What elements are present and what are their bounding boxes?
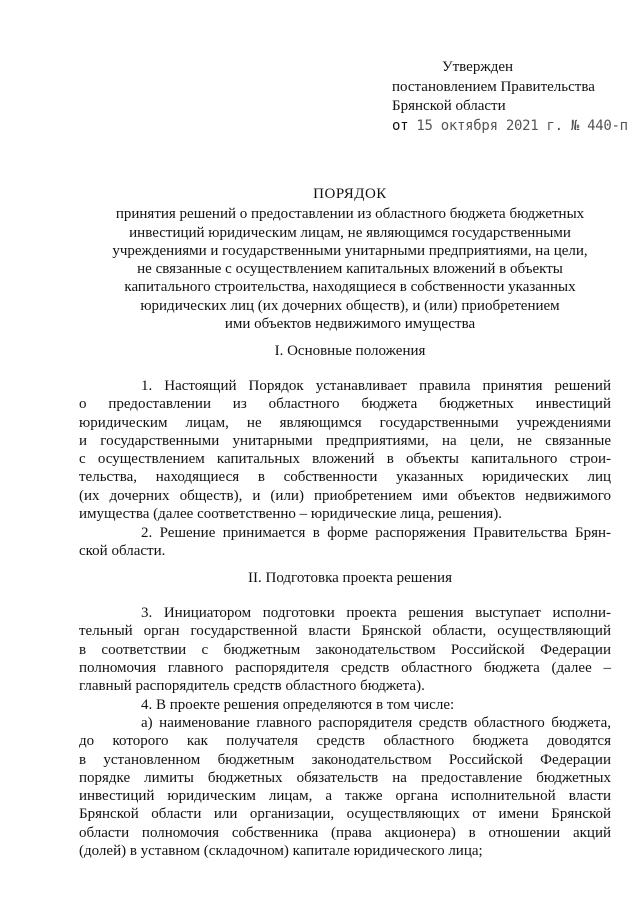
text-line: тельный орган государственной власти Брянской области, осуществляющий — [79, 623, 611, 640]
text-line: а) наименование главного распорядителя средств областного бюджета, — [141, 715, 611, 731]
title-line: юридических лиц (их дочерних обществ), и (или) приобретением — [140, 297, 560, 314]
text-line: тельства, находящиеся в собственности указанных юридических лиц — [79, 469, 611, 486]
text-line: 3. Инициатором подготовки проекта решения выступает исполни- — [141, 605, 611, 621]
paragraph-4a — [79, 714, 611, 860]
text-line: 4. В проекте решения определяются в том числе: — [141, 697, 455, 713]
text-line: (долей) в уставном (складочном) капитале юридического лица; — [79, 843, 483, 860]
paragraph-1 — [79, 377, 611, 523]
approval-date — [392, 117, 632, 137]
approval-line-1: Утвержден — [442, 59, 514, 75]
text-line: 1. Настоящий Порядок устанавливает правила принятия решений — [141, 378, 611, 394]
paragraph-4 — [79, 696, 611, 714]
text-line: в установленном бюджетным законодательством Российской Федерации — [79, 751, 611, 768]
title-line: не связанные с осуществлением капитальных вложений в объекты — [137, 261, 563, 278]
title-line: ими объектов недвижимого имущества — [224, 316, 476, 333]
title-line: инвестиций юридическим лицам, не являющимся государственными — [129, 224, 571, 241]
text-line: (их дочерних обществ), и (или) приобретением ими объектов недвижимого — [79, 487, 611, 504]
approval-line-3: Брянской области — [392, 98, 506, 114]
paragraph-2 — [79, 524, 611, 561]
text-line: с осуществлением капитальных вложений в объекты капитального строи- — [79, 451, 611, 468]
approval-date-value: 15 октября 2021 г. № 440-п — [416, 117, 628, 134]
text-line: в соответствии с бюджетным законодательством Российской Федерации — [79, 641, 611, 658]
text-line: главный распорядитель средств областного бюджета). — [79, 678, 425, 695]
approval-block — [392, 58, 632, 136]
title-line: капитального строительства, находящиеся в собственности указанных — [124, 279, 576, 296]
text-line: ской области. — [79, 543, 166, 560]
text-line: и государственными унитарными предприятиями, на цели, не связанные — [79, 432, 611, 449]
text-line: порядке лимиты бюджетных обязательств на предоставление бюджетных — [79, 769, 611, 786]
paragraph-3 — [79, 604, 611, 695]
title-line: принятия решений о предоставлении из областного бюджета бюджетных — [115, 206, 585, 223]
document-title — [80, 185, 620, 333]
text-line: 2. Решение принимается в форме распоряжения Правительства Брян- — [141, 525, 611, 541]
text-line: инвестиций юридическим лицам, а также органа исполнительной власти — [79, 788, 611, 805]
title-main: ПОРЯДОК — [313, 186, 387, 202]
approval-date-prefix: от — [392, 117, 409, 134]
text-line: о предоставлении из областного бюджета бюджетных инвестиций — [79, 396, 611, 413]
text-line: Брянской области или организации, осуществляющих от имени Брянской — [79, 806, 611, 823]
approval-line-2: постановлением Правительства — [392, 78, 595, 95]
text-line: юридическим лицам, не являющимся государственными учреждениями — [79, 414, 611, 431]
text-line: имущества (далее соответственно – юридические лица, решения). — [79, 506, 503, 523]
section-1-heading: I. Основные положения — [274, 343, 426, 359]
text-line: полномочия главного распорядителя средств областного бюджета (далее – — [79, 659, 611, 676]
title-line: учреждениями и государственными унитарными предприятиями, на цели, — [112, 242, 588, 259]
text-line: до которого как получателя средств областного бюджета доводятся — [79, 733, 611, 750]
text-line: области полномочия собственника (права акционера) в отношении акций — [79, 824, 611, 841]
section-2-heading: II. Подготовка проекта решения — [248, 570, 452, 586]
